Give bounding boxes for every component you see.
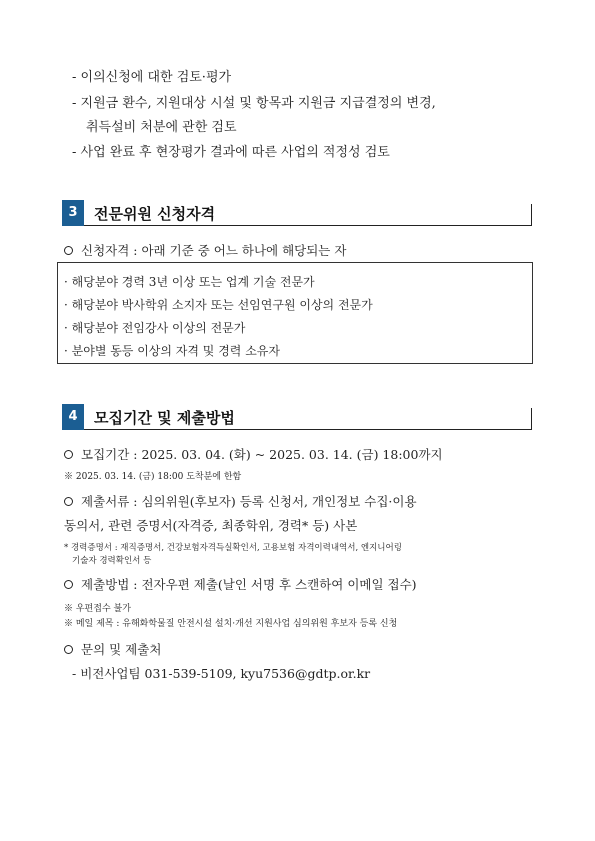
section-3-number: 3 bbox=[62, 200, 84, 226]
submit-method-text: 제출방법 : 전자우편 제출(날인 서명 후 스캔하여 이메일 접수) bbox=[81, 577, 417, 592]
criteria-box bbox=[57, 262, 533, 364]
submit-method bbox=[64, 575, 417, 593]
review-item-2: - 지원금 환수, 지원대상 시설 및 항목과 지원금 지급결정의 변경, bbox=[72, 96, 436, 111]
criteria-item-4: · 분야별 동등 이상의 자격 및 경력 소유자 bbox=[64, 344, 280, 358]
circle-bullet-icon bbox=[64, 645, 73, 654]
submit-docs bbox=[64, 492, 417, 510]
circle-bullet-icon bbox=[64, 497, 73, 506]
recruit-period bbox=[64, 445, 443, 463]
section-3-header bbox=[62, 200, 532, 226]
review-item-1: - 이의신청에 대한 검토·평가 bbox=[72, 70, 232, 85]
criteria-item-3: · 해당분야 전임강사 이상의 전문가 bbox=[64, 321, 246, 335]
contact-info: - 비전사업팀 031-539-5109, kyu7536@gdtp.or.kr bbox=[72, 666, 371, 681]
contact-heading bbox=[64, 640, 161, 658]
recruit-period-text: 모집기간 : 2025. 03. 04. (화) ~ 2025. 03. 14. (금) 18:00까지 bbox=[81, 447, 443, 462]
method-note-2: ※ 메일 제목 : 유해화학물질 안전시설 설치·개선 지원사업 심의위원 후보자 등록 신청 bbox=[64, 619, 398, 629]
review-item-2-cont: 취득설비 처분에 관한 검토 bbox=[86, 120, 237, 135]
section-3-rule bbox=[84, 225, 532, 226]
qualification-intro bbox=[64, 241, 346, 259]
method-note-1: ※ 우편접수 불가 bbox=[64, 604, 131, 614]
criteria-item-1: · 해당분야 경력 3년 이상 또는 업계 기술 전문가 bbox=[64, 275, 315, 289]
section-4-vrule bbox=[531, 408, 532, 430]
section-4-rule bbox=[84, 429, 532, 430]
section-3-title: 전문위원 신청자격 bbox=[94, 205, 216, 223]
section-4-number: 4 bbox=[62, 404, 84, 430]
docs-note-2: 기술자 경력확인서 등 bbox=[72, 556, 152, 566]
criteria-item-2: · 해당분야 박사학위 소지자 또는 선임연구원 이상의 전문가 bbox=[64, 298, 373, 312]
section-4-title: 모집기간 및 제출방법 bbox=[94, 409, 235, 427]
submit-docs-text: 제출서류 : 심의위원(후보자) 등록 신청서, 개인정보 수집·이용 bbox=[81, 494, 417, 509]
review-item-3: - 사업 완료 후 현장평가 결과에 따른 사업의 적정성 검토 bbox=[72, 145, 390, 160]
recruit-period-note: ※ 2025. 03. 14. (금) 18:00 도착분에 한함 bbox=[64, 472, 242, 482]
qualification-intro-text: 신청자격 : 아래 기준 중 어느 하나에 해당되는 자 bbox=[81, 243, 347, 258]
docs-note-1: * 경력증명서 : 재직증명서, 건강보험자격득실확인서, 고용보험 자격이력내역서, 엔지니어링 bbox=[64, 543, 402, 553]
circle-bullet-icon bbox=[64, 580, 73, 589]
section-3-vrule bbox=[531, 204, 532, 226]
submit-docs-cont: 동의서, 관련 증명서(자격증, 최종학위, 경력* 등) 사본 bbox=[64, 518, 358, 533]
contact-heading-text: 문의 및 제출처 bbox=[81, 642, 162, 657]
circle-bullet-icon bbox=[64, 450, 73, 459]
section-4-header bbox=[62, 404, 532, 430]
circle-bullet-icon bbox=[64, 246, 73, 255]
